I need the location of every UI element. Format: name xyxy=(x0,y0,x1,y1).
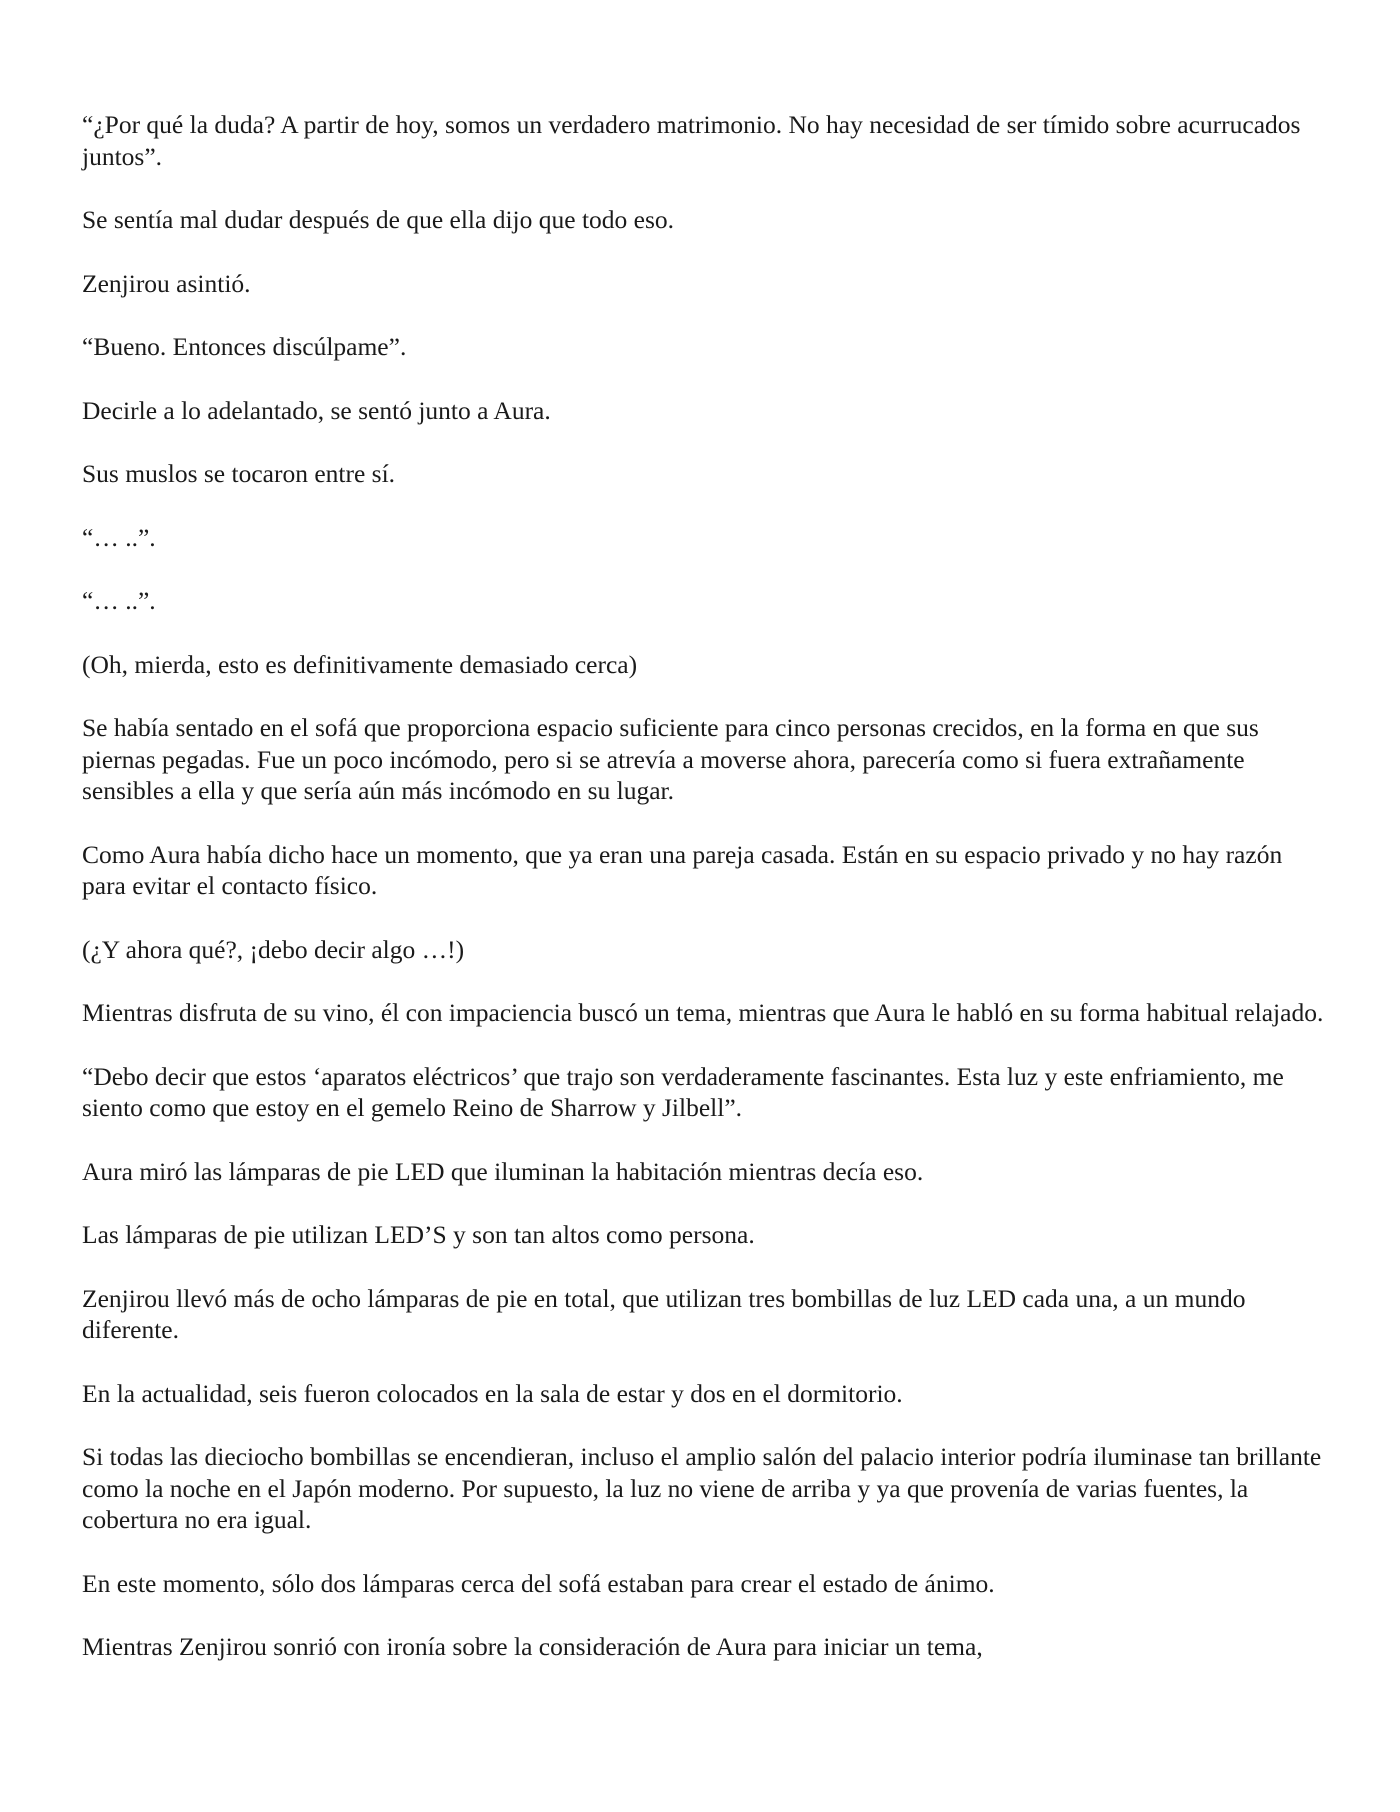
paragraph: (¿Y ahora qué?, ¡debo decir algo …!) xyxy=(82,934,465,964)
paragraph: “Bueno. Entonces discúlpame”. xyxy=(82,332,407,361)
paragraph: “… ..”. xyxy=(82,586,156,615)
paragraph: En este momento, sólo dos lámparas cerca del sofá estaban para crear el estado de ánimo. xyxy=(82,1568,995,1598)
document-page xyxy=(82,109,1332,1695)
paragraph: (Oh, mierda, esto es definitivamente demasiado cerca) xyxy=(82,649,638,679)
paragraph: Aura miró las lámparas de pie LED que iluminan la habitación mientras decía eso. xyxy=(82,1156,924,1186)
paragraph: “Debo decir que estos ‘aparatos eléctricos’ que trajo son verdaderamente fascinantes. Esta luz y este enfriamiento, me siento como que estoy en el gemelo Reino de Sharrow y Jilbell”. xyxy=(82,1061,1284,1122)
paragraph: “¿Por qué la duda? A partir de hoy, somos un verdadero matrimonio. No hay necesidad de ser tímido sobre acurrucados juntos”. xyxy=(82,110,1301,171)
paragraph: “… ..”. xyxy=(82,522,156,552)
paragraph: Mientras Zenjirou sonrió con ironía sobre la consideración de Aura para iniciar un tema, xyxy=(82,1632,983,1661)
paragraph: Se había sentado en el sofá que proporciona espacio suficiente para cinco personas crecidos, en la forma en que sus piernas pegadas. Fue un poco incómodo, pero si se atrevía a moverse ahora, parecería como si fuera extrañamente sensibles a ella y que sería aún más incómodo en su lugar. xyxy=(82,713,1259,805)
paragraph: Sus muslos se tocaron entre sí. xyxy=(82,459,396,488)
paragraph: Como Aura había dicho hace un momento, que ya eran una pareja casada. Están en su espacio privado y no hay razón para evitar el contacto físico. xyxy=(82,839,1283,900)
paragraph: Se sentía mal dudar después de que ella dijo que todo eso. xyxy=(82,205,675,234)
paragraph: Zenjirou llevó más de ocho lámparas de pie en total, que utilizan tres bombillas de luz LED cada una, a un mundo diferente. xyxy=(82,1283,1246,1344)
paragraph: Mientras disfruta de su vino, él con impaciencia buscó un tema, mientras que Aura le habló en su forma habitual relajado. xyxy=(82,998,1324,1027)
paragraph: Si todas las dieciocho bombillas se encendieran, incluso el amplio salón del palacio interior podría iluminase tan brillante como la noche en el Japón moderno. Por supuesto, la luz no viene de arriba y ya que provenía de varias fuentes, la cobertura no era igual. xyxy=(82,1442,1322,1534)
paragraph: Zenjirou asintió. xyxy=(82,268,251,298)
paragraph: Decirle a lo adelantado, se sentó junto a Aura. xyxy=(82,395,551,425)
paragraph: Las lámparas de pie utilizan LED’S y son tan altos como persona. xyxy=(82,1220,755,1249)
paragraph: En la actualidad, seis fueron colocados en la sala de estar y dos en el dormitorio. xyxy=(82,1378,903,1408)
